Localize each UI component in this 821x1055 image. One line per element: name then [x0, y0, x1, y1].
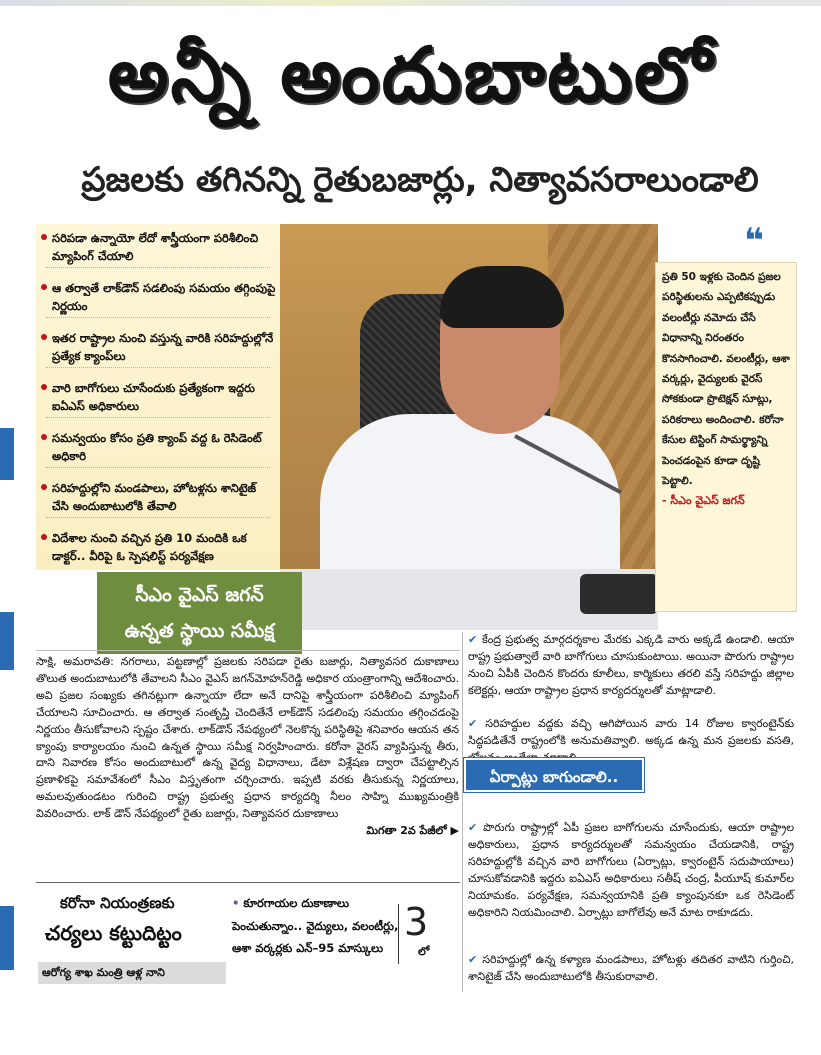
top-color-strip — [0, 0, 821, 6]
page-number-suffix: లో — [418, 945, 430, 958]
cm-photo — [280, 224, 658, 630]
person-hair — [440, 266, 564, 328]
teaser-bracket — [398, 904, 399, 964]
article-right-para: ✔ సరిహద్దుల్లో ఉన్న కళ్యాణ మండపాలు, హోటళ్లు తదితర వాటిని గుర్తించి, శానిటైజ్ చేసి అందుబాటులోకి తీసుకురావాలి. — [468, 953, 794, 983]
left-edge-marker — [0, 906, 14, 970]
caption-line-1: సీఎం వైఎస్ జగన్ — [135, 584, 264, 606]
bullet-list — [36, 224, 280, 570]
teaser-title-1: కరోనా నియంత్రణకు — [60, 894, 175, 912]
bullet-text: సరిపడా ఉన్నాయో లేదో శాస్త్రీయంగా పరిశీలించి మ్యాపింగ్ చేయాలి — [52, 231, 259, 263]
article-body: సాక్షి, అమరావతి: నగరాలు, పట్టణాల్లో ప్రజలకు సరిపడా రైతు బజార్లు, నిత్యావసర దుకాణాలు తొలుత అందుబాటులోకి తేవాలని సీఎం వైఎస్ జగన్‌మోహన్‌రెడ్డి అధికార యంత్రాంగాన్ని ఆదేశించారు. అవి ప్రజల సంఖ్యకు తగినట్లుగా ఉన్నాయా లేదా అనే దానిపై శాస్త్రీయంగా పరిశీలించి మ్యాపింగ్ చేయాలని సూచించారు. ఆ తర్వాత సంతృప్తి చెందితేనే లాక్‌డౌన్ సడలింపు సమయం తగ్గించడంపై నిర్ణయం తీసుకోవాలని స్పష్టం చేశారు. లాక్‌డౌన్ నేపథ్యంలో నెలకొన్న పరిస్థితిపై శనివారం ఆయన తన క్యాంపు కార్యాలయం నుంచి ఉన్నత స్థాయి సమీక్ష నిర్వహించారు. కరోనా వైరస్ వ్యాపిస్తున్న తీరు, దాని నివారణ కోసం అందుబాటులో ఉన్న వైద్య విధానాలు, డేటా విశ్లేషణ ద్వారా చేపట్టాల్సిన ప్రణాళికపై సమావేశంలో సీఎం విస్తృతంగా చర్చించారు. ఇప్పటి వరకు తీసుకున్న నిర్ణయాలు, అమలవుతుండటం గురించి రాష్ట్ర ప్రభుత్వ ప్రధాన కార్యదర్శి నీలం సాహ్ని ముఖ్యమంత్రికి వివరించారు. లాక్ డౌన్ నేపథ్యంలో రైతు బజార్లు, నిత్యావసర దుకాణాలు — [36, 655, 459, 821]
bullet-item — [36, 424, 280, 468]
divider — [36, 882, 460, 883]
bullet-text: సమన్వయం కోసం ప్రతి క్యాంప్ వద్ద ఓ రెసిడెంట్ అధికారి — [52, 431, 262, 463]
caption-line-2: ఉన్నత స్థాయి సమీక్ష — [124, 620, 275, 642]
desk-phone — [580, 574, 658, 614]
bullet-text: విదేశాల నుంచి వచ్చిన ప్రతి 10 మందికి ఒక డాక్టర్.. వీరిపై ఓ స్పెషలిస్ట్ పర్యవేక్షణ — [52, 531, 247, 563]
bullet-item — [36, 224, 280, 268]
article-right-para: ✔ సరిహద్దుల వద్దకు వచ్చి ఆగిపోయిన వారు 14 రోజుల క్వారంటైన్‌కు సిద్ధపడితేనే రాష్ట్రంలోకి అనుమతివ్వాలి. అక్కడ ఉన్న మన ప్రజలకు వసతి, — [468, 716, 794, 767]
bullet-text: ఇతర రాష్ట్రాల నుంచి వస్తున్న వారికి సరిహద్దుల్లోనే ప్రత్యేక క్యాంప్‌లు — [52, 331, 274, 363]
teaser-summary-text: కూరగాయల దుకాణాలు పెంచుతున్నాం.. వైద్యులు, వలంటీర్లు, ఆశా వర్కర్లకు ఎన్‌–95 మాస్కులు — [232, 896, 399, 955]
article-left-column — [36, 654, 459, 876]
teaser-summary: • కూరగాయల దుకాణాలు పెంచుతున్నాం.. వైద్యులు, వలంటీర్లు, ఆశా వర్కర్లకు ఎన్‌–95 మాస్కులు — [232, 896, 399, 955]
article-right-para: ✔ కేంద్ర ప్రభుత్వ మార్గదర్శకాల మేరకు ఎక్కడి వారు అక్కడే ఉండాలి. ఆయా రాష్ట్ర ప్రభుత్వాలే వారి బాగోగులు చూసుకుంటాయి. అయినా పొరుగు రాష్ట్రాల నుంచి ఏపీకి చెందిన కొందరు కూలీలు, కార్మికులు తరలి వస్తే సరిహద్దు జిల్లాల కలెక్టర్లు, ఆయా రాష్ట్రాల ప్రధాన కార్యదర్శులతో మాట్లాడాలి. — [468, 633, 795, 697]
bullet-item — [36, 324, 280, 368]
quote-text: ప్రతి 50 ఇళ్లకు చెందిన ప్రజల పరిస్థితులను ఎప్పటికప్పుడు వలంటీర్లు నమోదు చేసే విధానాన్ని నిరంతరం కొనసాగించాలి. వలంటీర్లు, ఆశా వర్కర్లు, వైద్యులకు వైరస్ సోకకుండా ప్రొటెక్షన్ సూట్లు, పరికరాలు అందించాలి. కరోనా కేసుల టెస్టింగ్ సామర్థ్యాన్ని పెంచడంపైన కూడా దృష్టి పెట్టాలి. — [662, 271, 790, 488]
teaser-title-2: చర్యలు కట్టుదిట్టం — [45, 921, 182, 945]
bullet-item — [36, 374, 280, 418]
bullet-text: వారి బాగోగులు చూసేందుకు ప్రత్యేకంగా ఇద్దరు ఐఏఎస్ అధికారులు — [52, 381, 255, 413]
quote-signature: - సీఎం వైఎస్ జగన్ — [662, 494, 745, 508]
para-text: పొరుగు రాష్ట్రాల్లో ఏపీ ప్రజల బాగోగులను చూసేందుకు, ఆయా రాష్ట్రాల అధికారులు, ప్రధాన కార్యదర్శులతో సమన్వయం చేయడానికి, రాష్ట్ర సరిహద్దుల్లోకి వచ్చిన వారి బాగోగులు (ఏర్పాట్లు, క్వారంటైన్ సదుపాయాలు) చూసుకోవడానికి ఇద్దరు ఐఏఎస్ అధికారులు సతీష్ చంద్ర, పీయూష్ కుమార్‌ల నియామకం. పర్యవేక్షణ, సమన్వయానికి ప్రతి క్యాంపునకూ ఒక రెసిడెంట్ అధికారిని నియమించాలి. ఏర్పాట్లు బాగోలేవు అనే మాట రాకూడదు. — [468, 821, 795, 919]
para-text: సరిహద్దుల వద్దకు వచ్చి ఆగిపోయిన వారు 14 రోజుల క్వారంటైన్‌కు సిద్ధపడితేనే రాష్ట్రంలోకి అనుమతివ్వాలి. అక్కడ ఉన్న మన ప్రజలకు వసతి, — [468, 717, 794, 747]
infobox-heading: ఏర్పాట్లు బాగుండాలి.. — [464, 758, 644, 792]
bullet-item — [36, 524, 280, 568]
continued-note: మిగతా 2వ పేజీలో ▶ — [366, 824, 459, 838]
para-text: కేంద్ర ప్రభుత్వ మార్గదర్శకాల మేరకు ఎక్కడి వారు అక్కడే ఉండాలి. ఆయా రాష్ట్ర ప్రభుత్వాలే వారి బాగోగులు చూసుకుంటాయి. అయినా పొరుగు రాష్ట్రాల నుంచి ఏపీకి చెందిన కొందరు కూలీలు, కార్మికులు తరలి వస్తే సరిహద్దు జిల్లాల కలెక్టర్లు, ఆయా రాష్ట్రాల ప్రధాన కార్యదర్శులతో మాట్లాడాలి. — [468, 633, 795, 697]
divider — [36, 650, 460, 651]
column-divider — [462, 632, 463, 992]
para-text: సరిహద్దుల్లో ఉన్న కళ్యాణ మండపాలు, హోటళ్లు తదితర వాటిని గుర్తించి, శానిటైజ్ చేసి అందుబాటులోకి తీసుకురావాలి. — [468, 953, 794, 983]
quote-box — [655, 262, 797, 612]
teaser-byline: ఆరోగ్య శాఖ మంత్రి ఆళ్ల నాని — [38, 962, 226, 984]
bullet-item — [36, 274, 280, 318]
bullet-text: సరిహద్దుల్లోని మండపాలు, హోటళ్లను శానిటైజ్ చేసి అందుబాటులోకి తేవాలి — [52, 481, 257, 513]
article-right-para: ✔ పొరుగు రాష్ట్రాల్లో ఏపీ ప్రజల బాగోగులను చూసేందుకు, ఆయా రాష్ట్రాల అధికారులు, ప్రధాన కార్యదర్శులతో సమన్వయం చేయడానికి, రాష్ట్ర సరిహద్దుల్లోకి వచ్చిన వారి బాగోగులు (ఏర్పాట్లు, క్వారంటైన్ సదుపాయాలు) చూసుకోవడానికి ఇద్దరు ఐఏఎస్ అధికారులు సతీష్ చంద్ర, పీయూష్ కుమార్‌ల నియామకం. పర్యవేక్షణ, సమన్వయానికి ప్రతి క్యాంపునకూ ఒక రెసిడెంట్ అధికారిని నియమించాలి. ఏర్పాట్లు బాగోలేవు అనే మాట రాకూడదు. — [468, 821, 795, 919]
page-number: 3 — [404, 900, 429, 944]
subheadline: ప్రజలకు తగినన్ని రైతుబజార్లు, నిత్యావసరాలుండాలి — [81, 160, 759, 200]
left-edge-marker — [0, 612, 14, 670]
bullet-text: ఆ తర్వాతే లాక్‌డౌన్ సడలింపు సమయం తగ్గింపుపై నిర్ణయం — [52, 281, 276, 313]
bullet-item — [36, 474, 280, 518]
quote-mark-icon: ❝ — [744, 221, 764, 261]
left-edge-marker — [0, 428, 14, 480]
photo-caption — [97, 572, 302, 654]
headline: అన్నీ అందుబాటులో — [107, 30, 715, 119]
